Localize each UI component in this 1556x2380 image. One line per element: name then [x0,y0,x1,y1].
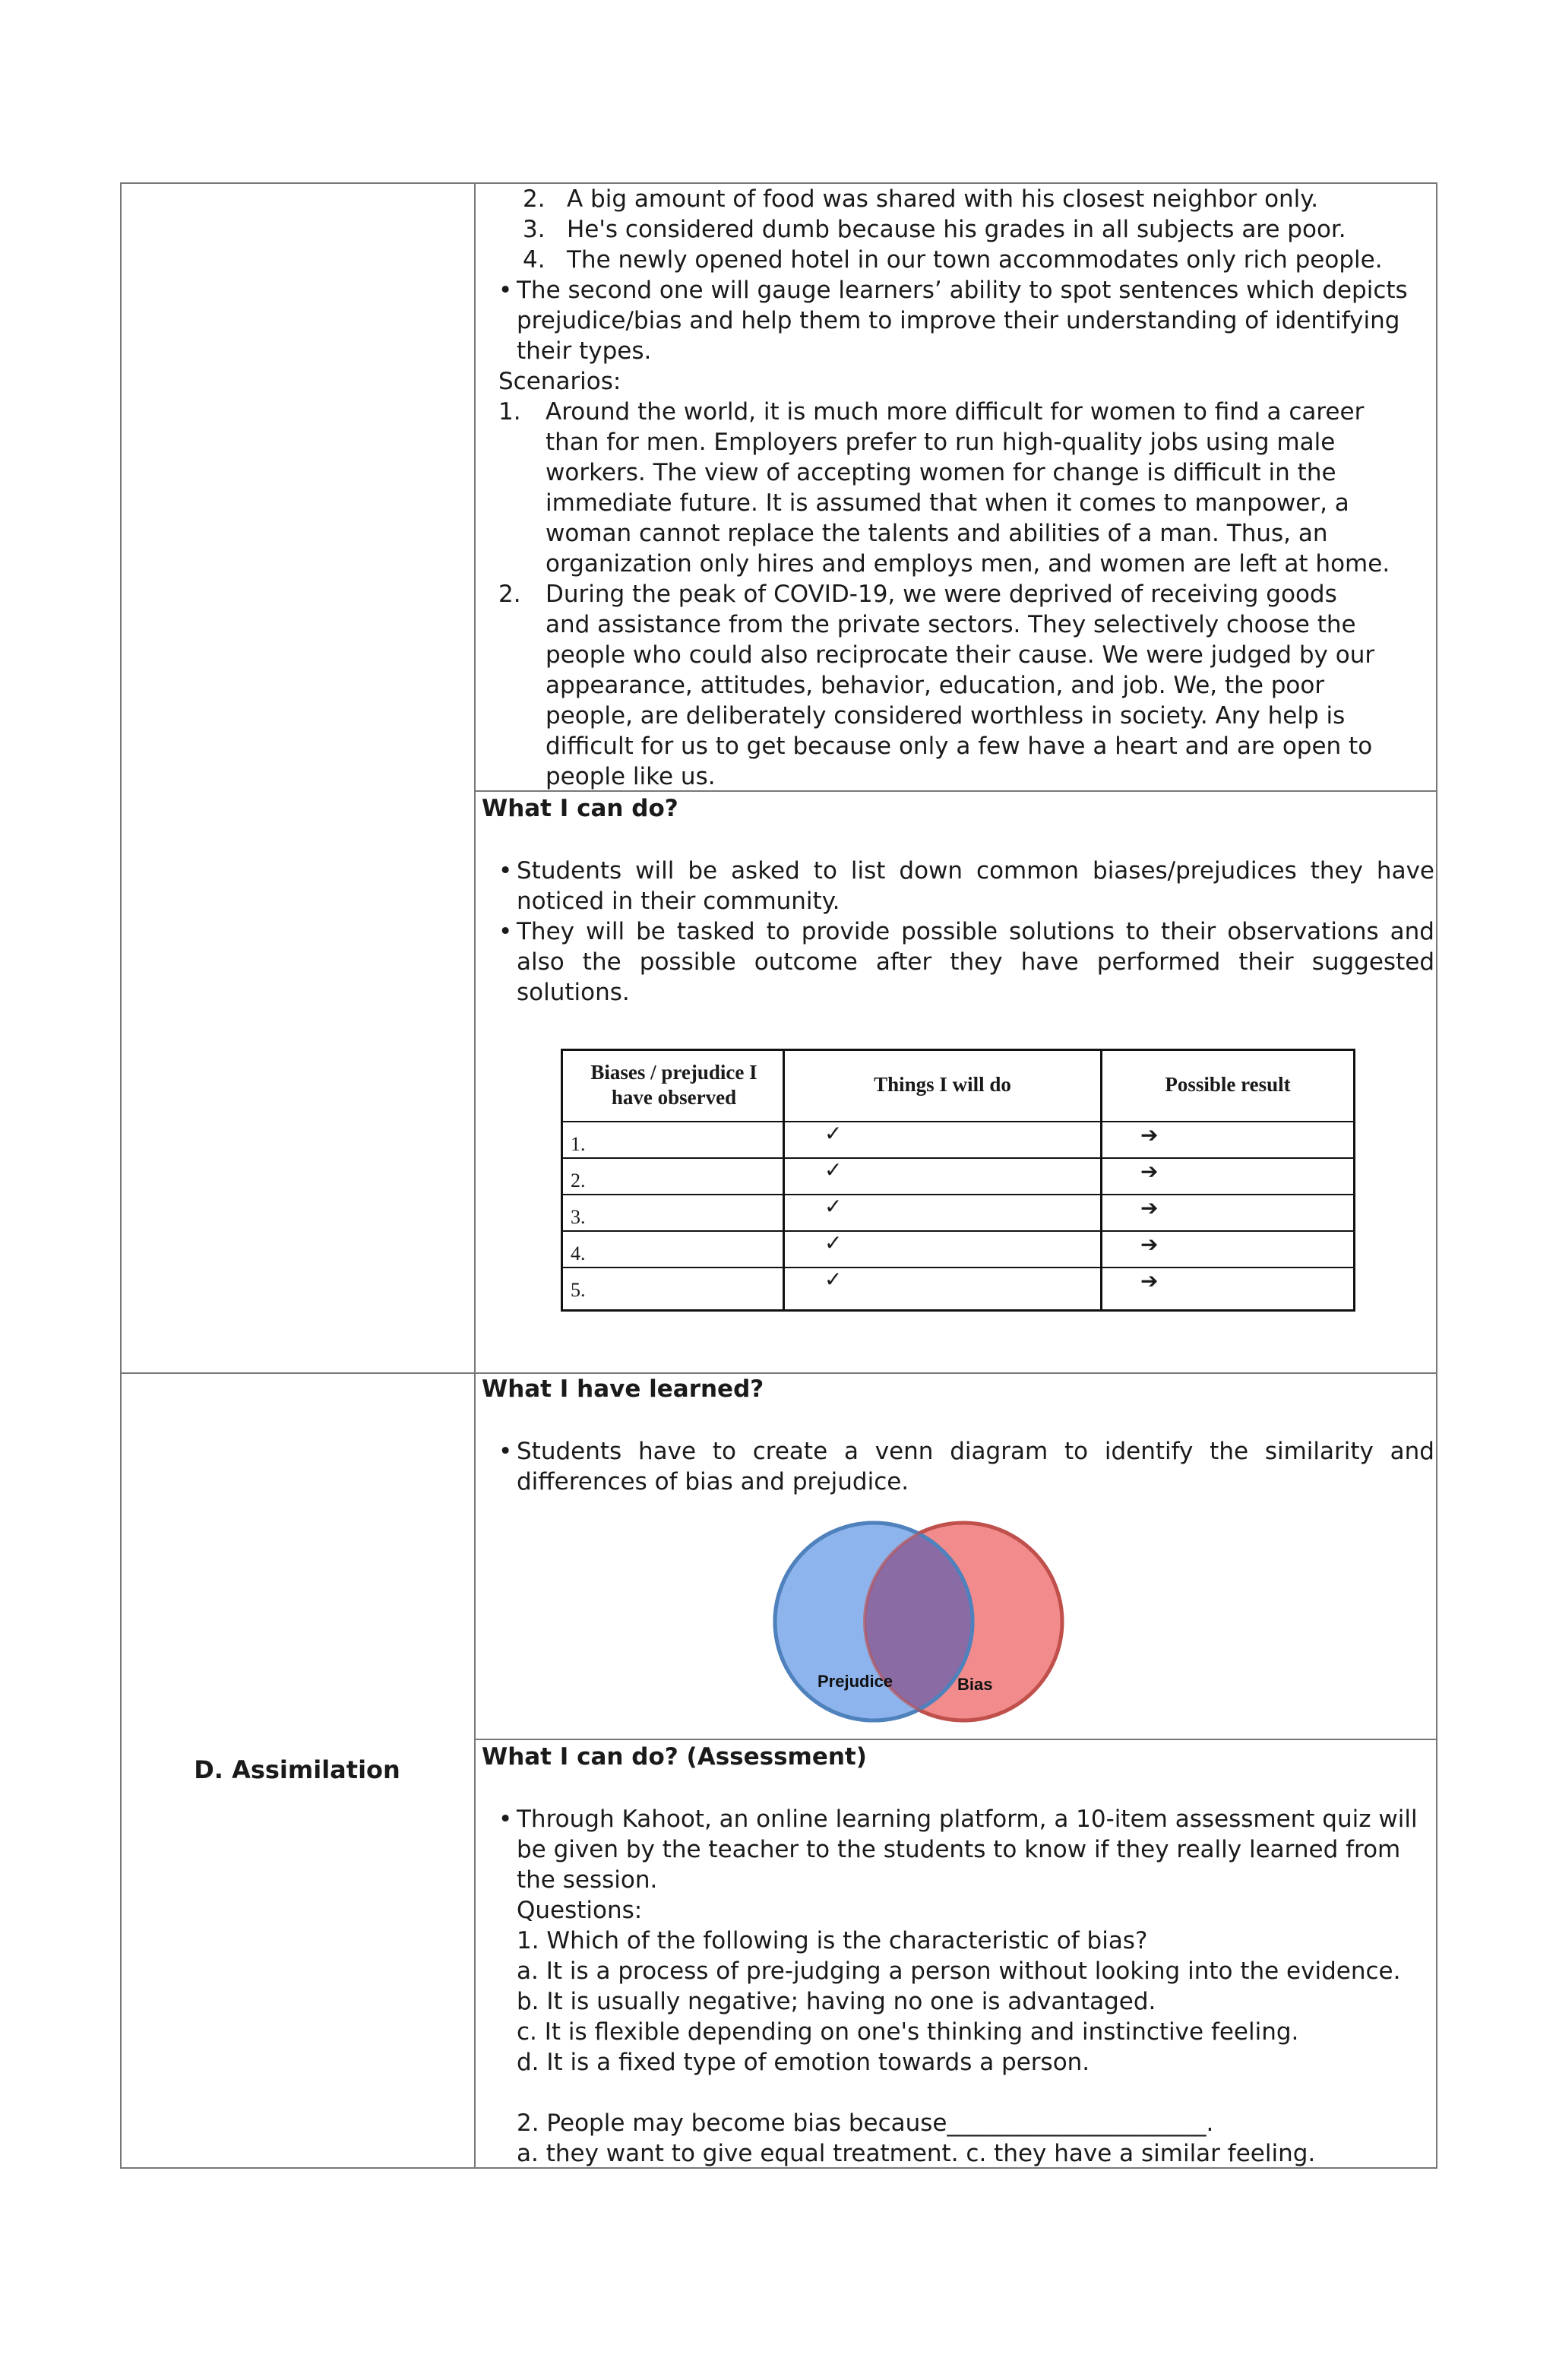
scenario-line: immediate future. It is assumed that when it comes to manpower, a [546,489,1349,517]
questions-label: Questions: [517,1897,643,1924]
list-number: 4. [523,246,546,274]
scenario-line: people, are deliberately considered worthless in society. Any help is [546,702,1346,730]
question-line: a. It is a process of pre-judging a person without looking into the evidence. [517,1957,1401,1985]
bullet-line: • Through Kahoot, an online learning platform, a 10-item assessment quiz will [517,1804,1418,1834]
bullet-line: • The second one will gauge learners’ ability to spot sentences which depicts [517,275,1408,305]
bullet-line: differences of bias and prejudice. [517,1468,909,1495]
list-number: 3. [523,216,546,243]
question-line: b. It is usually negative; having no one is advantaged. [517,1988,1156,2015]
scenario-line: organization only hires and employs men, and women are left at home. [546,550,1390,578]
scenario-number: 1. [498,398,521,426]
check-icon: ✓ [824,1232,843,1255]
section-heading: What I can do? (Assessment) [482,1743,867,1771]
scenario-line: During the peak of COVID-19, we were deprived of receiving goods [546,581,1337,608]
venn-diagram [764,1518,1083,1723]
list-item: He's considered dumb because his grades in all subjects are poor. [567,216,1346,243]
bullet-line: • Students have to create a venn diagram to identify the similarity and [517,1436,1434,1467]
bullet-line: noticed in their community. [517,888,840,915]
bullet-line: solutions. [517,979,630,1006]
arrow-icon: ➔ [1140,1160,1159,1184]
scenario-line: Around the world, it is much more difficult for women to find a career [546,398,1365,426]
observation-table [561,1049,1355,1312]
table-header: Possible result [1165,1073,1291,1096]
scenario-line: appearance, attitudes, behavior, education, and job. We, the poor [546,672,1325,699]
row-divider-full [120,1372,1437,1374]
scenario-line: woman cannot replace the talents and abilities of a man. Thus, an [546,520,1328,547]
check-icon: ✓ [824,1268,843,1292]
section-heading: What I can do? [482,795,678,822]
section-heading: What I have learned? [482,1375,764,1403]
bullet-line: be given by the teacher to the students to know if they really learned from [517,1836,1401,1863]
scenario-line: than for men. Employers prefer to run high-quality jobs using male [546,429,1336,456]
arrow-icon: ➔ [1140,1270,1159,1293]
question-line: 1. Which of the following is the characteristic of bias? [517,1927,1148,1954]
list-item: A big amount of food was shared with his closest neighbor only. [567,185,1319,213]
row-divider-assessment [474,1739,1437,1740]
bullet-line: the session. [517,1866,658,1894]
arrow-icon: ➔ [1140,1233,1159,1257]
row-number: 3. [571,1206,586,1228]
scenario-line: people like us. [546,763,716,790]
scenario-line: and assistance from the private sectors. They selectively choose the [546,611,1356,638]
bullet-line: • They will be tasked to provide possible solutions to their observations and [517,916,1434,947]
check-icon: ✓ [824,1122,843,1146]
scenarios-label: Scenarios: [498,368,621,395]
question-line: 2. People may become bias because______________________. [517,2109,1214,2137]
arrow-icon: ➔ [1140,1124,1159,1147]
question-line: a. they want to give equal treatment. c. they have a similar feeling. [517,2140,1316,2167]
bullet-line: • Students will be asked to list down common biases/prejudices they have [517,856,1434,886]
scenario-line: difficult for us to get because only a few have a heart and are open to [546,733,1373,760]
bias-label: Bias [957,1675,993,1694]
column-divider [474,182,476,2169]
list-number: 2. [523,185,546,213]
scenario-number: 2. [498,581,521,608]
bullet-line: also the possible outcome after they have performed their suggested [517,948,1434,976]
list-item: The newly opened hotel in our town accommodates only rich people. [567,246,1383,274]
arrow-icon: ➔ [1140,1197,1159,1220]
row-number: 2. [571,1169,586,1192]
question-line: c. It is flexible depending on one's thinking and instinctive feeling. [517,2018,1299,2046]
bullet-line: their types. [517,337,652,365]
check-icon: ✓ [824,1159,843,1182]
scenario-line: workers. The view of accepting women for change is difficult in the [546,459,1336,486]
row-number: 4. [571,1242,586,1264]
row-number: 1. [571,1133,586,1155]
bullet-line: prejudice/bias and help them to improve their understanding of identifying [517,307,1400,334]
scenario-line: people who could also reciprocate their cause. We were judged by our [546,641,1375,669]
prejudice-label: Prejudice [818,1672,893,1691]
table-header: Things I will do [874,1073,1011,1096]
row-number: 5. [571,1279,586,1301]
check-icon: ✓ [824,1195,843,1219]
question-line: d. It is a fixed type of emotion towards a person. [517,2049,1090,2076]
assimilation-label: D. Assimilation [194,1755,400,1784]
table-header: Biases / prejudice I have observed [590,1061,757,1109]
